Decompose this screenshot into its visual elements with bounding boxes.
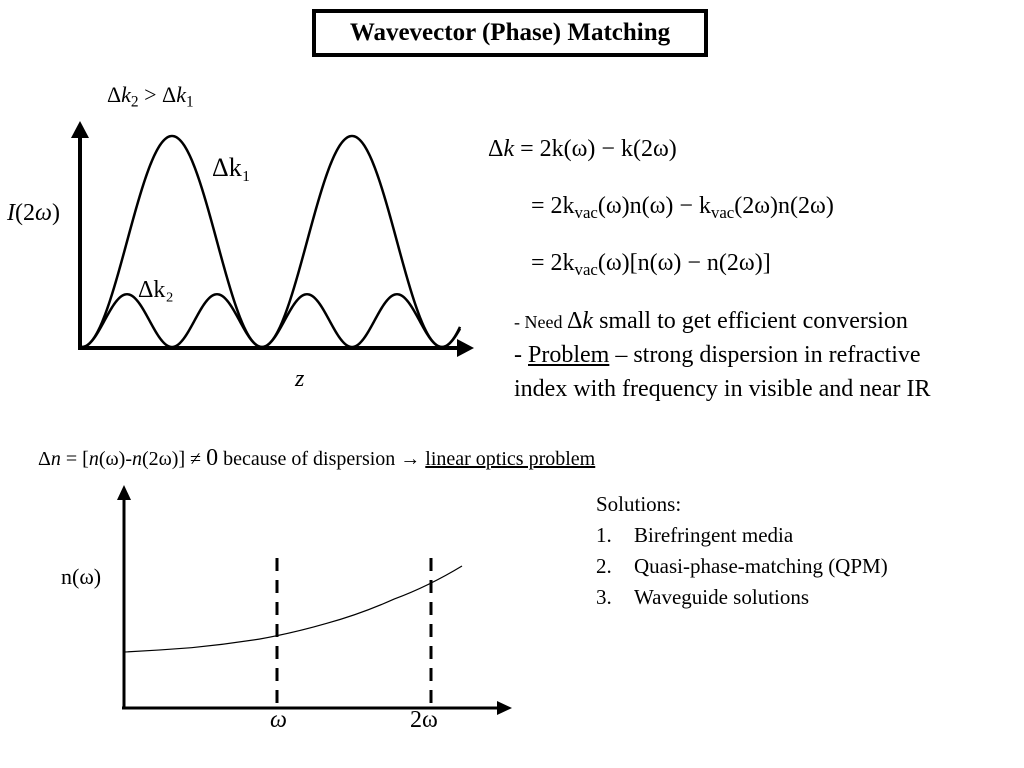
solution-text: Quasi-phase-matching (QPM)	[634, 554, 888, 578]
dispersion-statement	[38, 446, 595, 470]
y-label-arg: (2	[15, 200, 35, 226]
omega-symbol: ω	[35, 200, 52, 226]
k-symbol: k	[503, 136, 515, 162]
equation-part: (ω)n(ω) − k	[597, 193, 711, 219]
delta-symbol: Δ	[162, 82, 177, 107]
note-dash: -	[514, 342, 528, 368]
subscript-vac: vac	[574, 260, 598, 280]
solution-text: Waveguide solutions	[634, 585, 810, 609]
linear-optics-problem: linear optics problem	[425, 448, 596, 470]
note-3: index with frequency in visible and near IR	[514, 376, 931, 402]
k-symbol: k	[176, 82, 186, 107]
top-plot-axes	[71, 121, 474, 357]
equation-line-1	[488, 137, 677, 161]
delta-symbol: Δ	[566, 308, 583, 334]
note-dash: - Need	[514, 312, 567, 332]
intensity-symbol: I	[7, 200, 15, 226]
y-label-close: )	[51, 200, 60, 226]
not-equal: ] ≠	[178, 448, 207, 470]
equation-part: = 2k	[531, 250, 575, 276]
note-text: small to get efficient conversion	[593, 308, 908, 334]
delta-symbol: Δ	[488, 136, 504, 162]
k-symbol: k	[582, 308, 594, 334]
equation-line-2	[531, 193, 834, 223]
k-symbol: k	[121, 82, 131, 107]
solution-text: Birefringent media	[634, 523, 794, 547]
equation-part: = 2k	[531, 193, 575, 219]
because-text: because of dispersion →	[218, 448, 426, 470]
problem-word: Problem	[528, 342, 610, 368]
solution-item-1	[596, 523, 794, 547]
delta-symbol: Δ	[38, 448, 51, 470]
solution-item-3	[596, 585, 810, 609]
top-plot-x-label: z	[295, 366, 305, 392]
tick-omega: ω	[270, 707, 287, 733]
label-delta-k1-letters: Δk₁	[212, 153, 251, 182]
n-symbol: n	[131, 448, 142, 470]
solution-number: 1.	[596, 523, 612, 547]
two-omega-arg: (2ω)	[141, 448, 179, 470]
note-1	[514, 309, 908, 333]
equation-part: (ω)[n(ω) − n(2ω)]	[597, 250, 771, 276]
equals-bracket: = [	[60, 448, 89, 470]
bottom-y-axis-arrowhead	[117, 485, 131, 500]
solution-number: 2.	[596, 554, 612, 578]
top-y-axis-arrowhead	[71, 121, 89, 138]
top-x-axis-arrowhead	[457, 339, 474, 357]
solutions-heading: Solutions:	[596, 492, 682, 516]
n-symbol: n	[50, 448, 61, 470]
subscript-vac: vac	[574, 203, 598, 223]
subscript-vac: vac	[710, 203, 735, 223]
bottom-plot-axes	[117, 485, 512, 715]
omega-arg: (ω)	[98, 448, 126, 470]
subscript-2: 2	[130, 93, 139, 111]
note-text: – strong dispersion in refractive	[609, 342, 921, 368]
delta-symbol: Δ	[107, 82, 122, 107]
solution-number: 3.	[596, 585, 612, 609]
equation-line-3	[531, 250, 771, 280]
tick-2omega: 2ω	[410, 707, 438, 733]
bottom-x-axis-arrowhead	[497, 701, 512, 715]
bottom-plot-y-label: n(ω)	[61, 564, 102, 589]
greater-than: >	[138, 82, 163, 107]
solution-item-2	[596, 554, 888, 578]
subscript-1: 1	[185, 93, 194, 111]
label-delta-k2-letters: Δk₂	[138, 277, 174, 303]
equation-part: (2ω)n(2ω)	[734, 193, 834, 219]
n-symbol: n	[88, 448, 99, 470]
series-refractive-index	[124, 566, 462, 652]
zero: 0	[206, 445, 219, 471]
slide-title: Wavevector (Phase) Matching	[349, 19, 671, 46]
equation-rhs: = 2k(ω) − k(2ω)	[514, 136, 677, 162]
minus-sign: -	[125, 448, 132, 470]
note-2	[514, 343, 921, 367]
series-delta-k1	[82, 136, 460, 347]
